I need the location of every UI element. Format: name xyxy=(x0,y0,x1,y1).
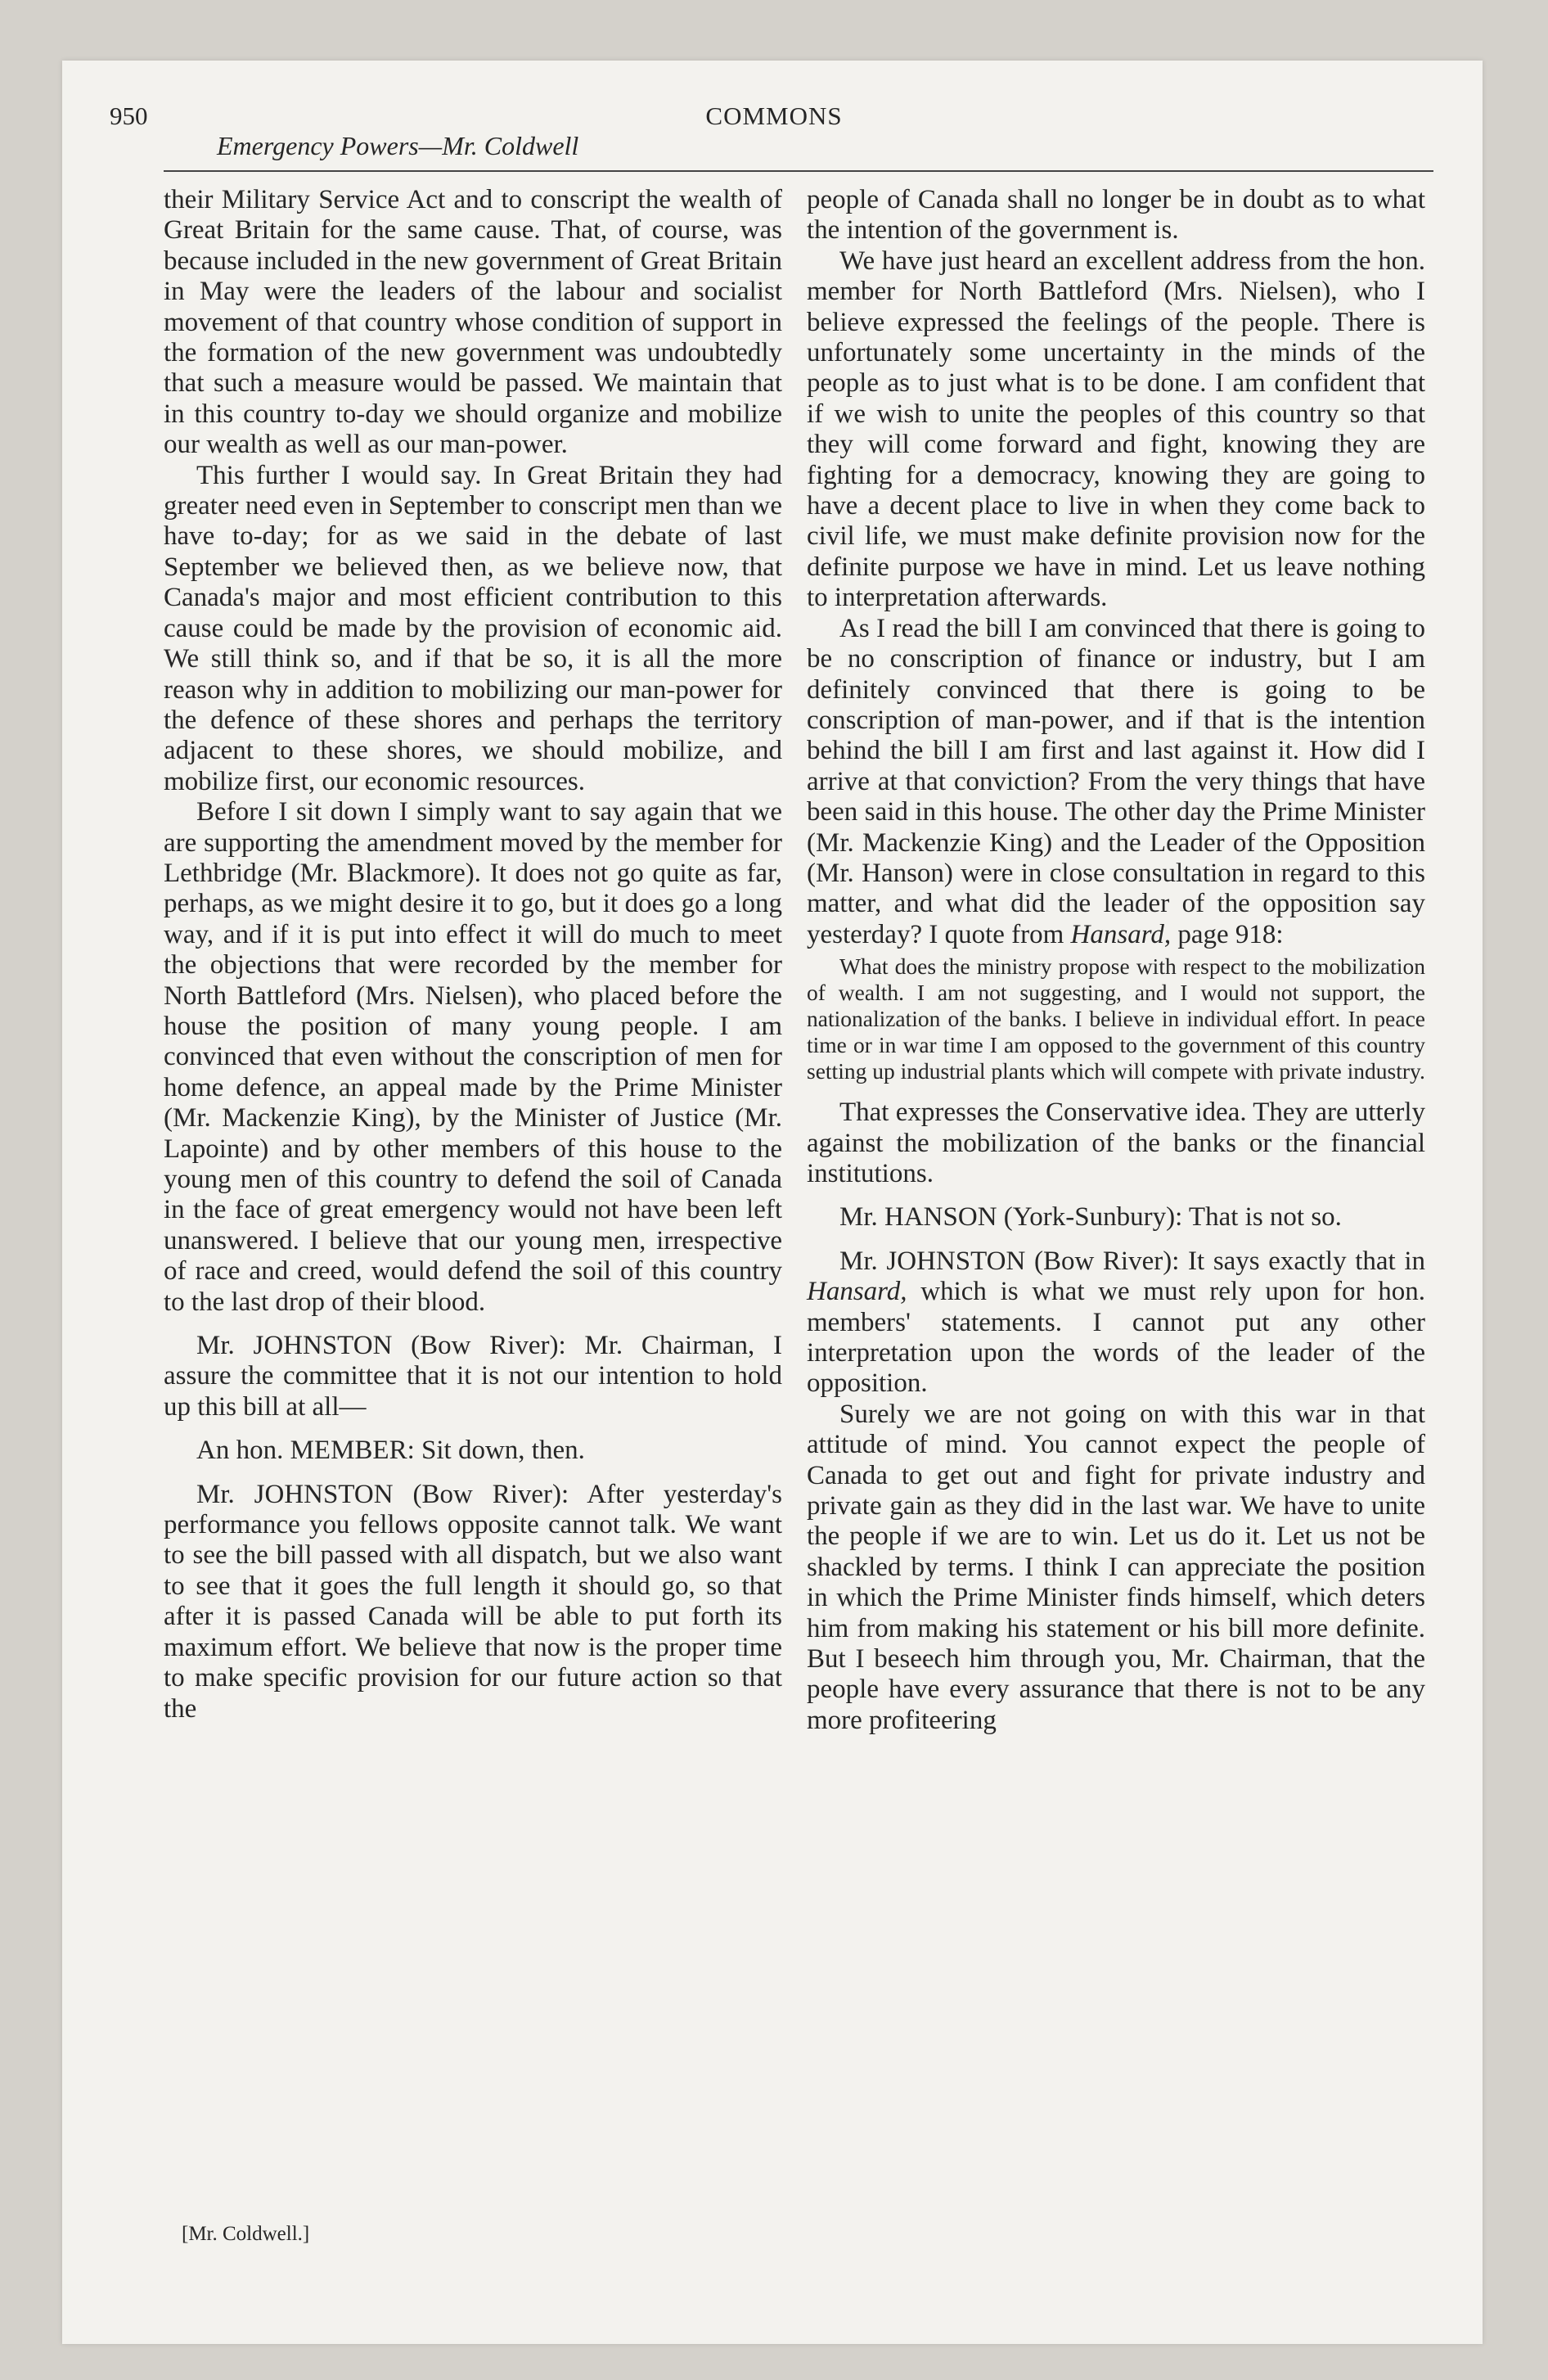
paragraph: Before I sit down I simply want to say again that we are supporting the amendment moved by the member for Lethbridge (Mr. Blackmore). It does not go quite as far, perhaps, as we might desire it to go, but it does go a long way, and if it is put into effect it will do much to meet the objections that were recorded by the member for North Battleford (Mrs. Nielsen), who placed before the house the position of many young people. I am convinced that even without the conscription of men for home defence, an appeal made by the Prime Minister (Mr. Mackenzie King), by the Minister of Justice (Mr. Lapointe) and by other members of this house to the young men of this country to defend the soil of Canada in the face of great emergency would not have been left unanswered. I believe that our young men, irrespective of race and creed, would defend the soil of this country to the last drop of their blood. xyxy=(164,797,782,1317)
paragraph: We have just heard an excellent address from the hon. member for North Battleford (Mrs. Nielsen), who I believe expressed the feelings of the people. There is unfortunately some uncertainty in the minds of the people as to just what is to be done. I am confident that if we wish to unite the peoples of this country so that they will come forward and fight, knowing they are fighting for a democracy, knowing they are going to have a decent place to live in when they come back to civil life, we must make definite provision now for the definite purpose we have in mind. Let us leave nothing to interpretation afterwards. xyxy=(807,246,1425,613)
paragraph: Surely we are not going on with this war in that attitude of mind. You cannot expect the people of Canada to get out and fight for private industry and private gain as they did in the last war. We have to unite the people if we are to win. Let us do it. Let us not be shackled by terms. I think I can appreciate the position in which the Prime Minister finds himself, which deters him from making his statement or his bill more definite. But I beseech him through you, Mr. Chairman, that the people have every assurance that there is not to be any more profiteering xyxy=(807,1399,1425,1735)
paragraph: their Military Service Act and to conscript the wealth of Great Britain for the same cause. That, of course, was because included in the new government of Great Britain in May were the leaders of the labour and socialist movement of that country whose condition of support in the formation of the new government was undoubtedly that such a measure would be passed. We maintain that in this country to-day we should organize and mobilize our wealth as well as our man-power. xyxy=(164,185,782,460)
speech-paragraph xyxy=(807,1246,1425,1400)
paragraph: people of Canada shall no longer be in doubt as to what the intention of the government is. xyxy=(807,185,1425,246)
speech-paragraph: An hon. MEMBER: Sit down, then. xyxy=(196,1436,585,1466)
right-column xyxy=(807,185,1425,1736)
running-subject: Emergency Powers—Mr. Coldwell xyxy=(217,131,579,160)
header-rule xyxy=(164,170,1433,172)
block-quote: What does the ministry propose with respect to the mobilization of wealth. I am not suggesting, and I would not support, the nationalization of the banks. I believe in individual effort. In peace time or in war time I am opposed to the government of this country setting up industrial plants which will compete with private industry. xyxy=(807,953,1425,1084)
hansard-citation: Hansard, xyxy=(1070,919,1172,949)
speech-paragraph: Mr. HANSON (York-Sunbury): That is not so. xyxy=(839,1202,1342,1233)
speaker-footnote: [Mr. Coldwell.] xyxy=(182,2223,310,2245)
speech-paragraph: Mr. JOHNSTON (Bow River): After yesterday's performance you fellows opposite cannot talk. We want to see the bill passed with all dispatch, but we also want to see that it goes the full length it should go, so that after it is passed Canada will be able to put forth its maximum effort. We believe that now is the proper time to make specific provision for our future action so that the xyxy=(164,1479,782,1724)
paragraph: That expresses the Conservative idea. They are utterly against the mobilization of the banks or the financial institutions. xyxy=(807,1098,1425,1188)
speech-paragraph: Mr. JOHNSTON (Bow River): Mr. Chairman, I assure the committee that it is not our intention to hold up this bill at all— xyxy=(164,1331,782,1422)
text-run: which is what we must rely upon for hon. members' statements. I cannot put any other interpretation upon the words of the leader of the opposition. xyxy=(807,1277,1425,1399)
paragraph: This further I would say. In Great Britain they had greater need even in September to conscript men than we have to-day; for as we said in the debate of last September we believed then, as we believe now, that Canada's major and most efficient contribution to this cause could be made by the provision of economic aid. We still think so, and if that be so, it is all the more reason why in addition to mobilizing our man-power for the defence of these shores and perhaps the territory adjacent to these shores, we should mobilize, and mobilize first, our economic resources. xyxy=(164,460,782,796)
left-column xyxy=(164,185,782,1724)
running-title: COMMONS xyxy=(705,101,843,130)
page-number: 950 xyxy=(110,101,148,130)
text-run: As I read the bill I am convinced that there is going to be no conscription of finance or industry, but I am definitely convinced that there is going to be conscription of man-power, and if that is the intention behind the bill I am first and last against it. How did I arrive at that conviction? From the very things that have been said in this house. The other day the Prime Minister (Mr. Mackenzie King) and the Leader of the Opposition (Mr. Hanson) were in close consultation in regard to this matter, and what did the leader of the opposition say yesterday? I quote from xyxy=(807,613,1425,949)
hansard-citation: Hansard, xyxy=(807,1277,907,1307)
text-run: Mr. JOHNSTON (Bow River): It says exactly that in xyxy=(839,1246,1425,1276)
paragraph xyxy=(807,614,1425,950)
text-run: page 918: xyxy=(1171,919,1284,949)
